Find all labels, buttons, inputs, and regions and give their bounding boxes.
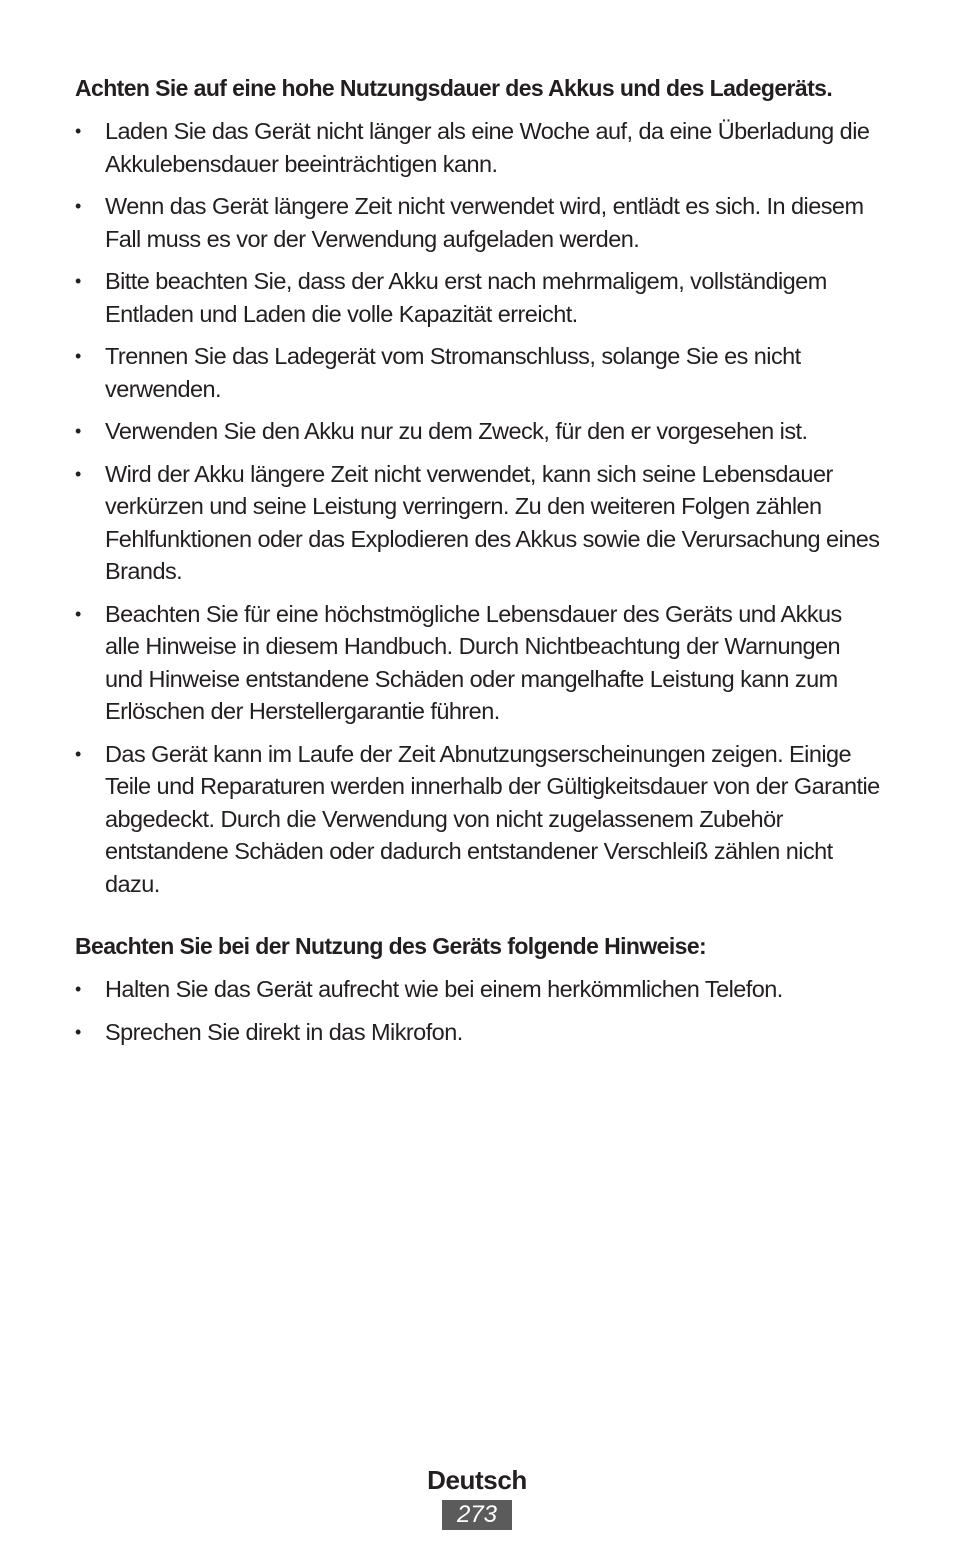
- list-item: [75, 738, 880, 901]
- list-item: [75, 115, 880, 180]
- list-item: [75, 1016, 880, 1049]
- list-item-text: Bitte beachten Sie, dass der Akku erst nach mehrmaligem, vollständigem Entladen und Laden die volle Kapazität erreicht.: [105, 268, 827, 327]
- list-item-text: Halten Sie das Gerät aufrecht wie bei einem herkömmlichen Telefon.: [105, 976, 783, 1002]
- bullet-icon: •: [75, 979, 81, 999]
- list-item-text: Wird der Akku längere Zeit nicht verwendet, kann sich seine Lebensdauer verkürzen und seine Leistung verringern. Zu den weiteren Folgen zählen Fehlfunktionen oder das Explodieren des Akkus sowie die Verursachung eines Brands.: [105, 460, 880, 584]
- list-item-text: Das Gerät kann im Laufe der Zeit Abnutzungserscheinungen zeigen. Einige Teile und Reparaturen werden innerhalb der Gültigkeitsdauer von der Garantie abgedeckt. Durch die Verwendung von nicht zugelassenem Zubehör entstandene Schäden oder dadurch entstandener Verschleiß zählen nicht dazu.: [105, 740, 880, 897]
- list-item: [75, 415, 880, 448]
- list-item-text: Verwenden Sie den Akku nur zu dem Zweck, für den er vorgesehen ist.: [105, 418, 808, 444]
- page-content: [75, 72, 880, 1058]
- bullet-icon: •: [75, 121, 81, 141]
- section-heading-usage: Beachten Sie bei der Nutzung des Geräts folgende Hinweise:: [75, 933, 707, 959]
- list-item: [75, 340, 880, 405]
- list-item-text: Sprechen Sie direkt in das Mikrofon.: [105, 1018, 463, 1045]
- footer-language: Deutsch: [427, 1465, 527, 1495]
- bullet-icon: •: [75, 196, 81, 216]
- bullet-icon: •: [75, 346, 81, 366]
- list-item: [75, 190, 880, 255]
- section-heading-battery-life: Achten Sie auf eine hohe Nutzungsdauer des Akkus und des Ladegeräts.: [75, 75, 833, 101]
- list-item: [75, 458, 880, 588]
- bullet-icon: •: [75, 1021, 81, 1042]
- battery-tips-list: [75, 115, 880, 900]
- bullet-icon: •: [75, 463, 81, 484]
- usage-tips-list: [75, 973, 880, 1048]
- bullet-icon: •: [75, 271, 81, 291]
- list-item-text: Laden Sie das Gerät nicht länger als eine Woche auf, da eine Überladung die Akkulebensdauer beeinträchtigen kann.: [105, 118, 870, 177]
- list-item: [75, 265, 880, 330]
- bullet-icon: •: [75, 743, 81, 764]
- list-item-text: Beachten Sie für eine höchstmögliche Lebensdauer des Geräts und Akkus alle Hinweise in diesem Handbuch. Durch Nichtbeachtung der Warnungen und Hinweise entstandene Schäden oder mangelhafte Leistung kann zum Erlöschen der Herstellergarantie führen.: [105, 600, 842, 724]
- list-item-text: Trennen Sie das Ladegerät vom Stromanschluss, solange Sie es nicht verwenden.: [105, 343, 801, 402]
- list-item: [75, 973, 880, 1006]
- list-item: [75, 598, 880, 728]
- bullet-icon: •: [75, 603, 81, 624]
- page-number: 273: [442, 1500, 512, 1530]
- bullet-icon: •: [75, 421, 81, 441]
- list-item-text: Wenn das Gerät längere Zeit nicht verwendet wird, entlädt es sich. In diesem Fall muss es vor der Verwendung aufgeladen werden.: [105, 193, 864, 252]
- page-footer: [0, 1462, 954, 1530]
